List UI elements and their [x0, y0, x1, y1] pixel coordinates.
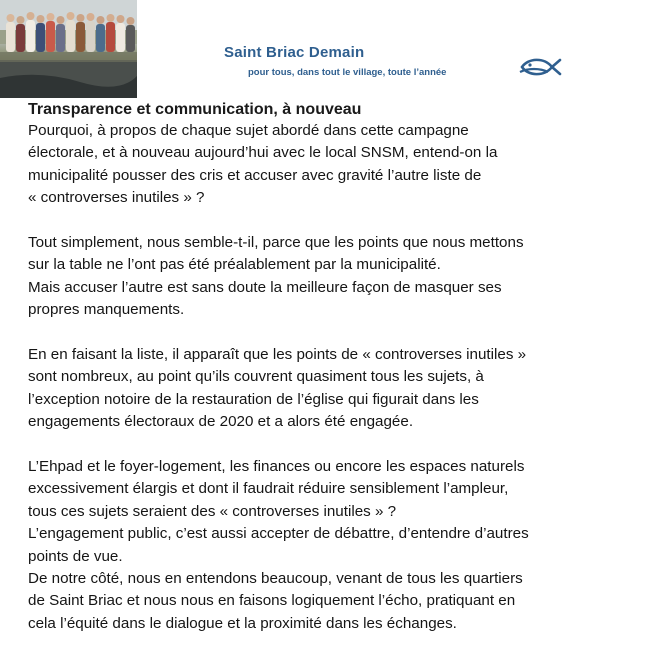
body-line: L’engagement public, c’est aussi accepter de débattre, d’entendre d’autres [28, 525, 529, 543]
body-line: sont nombreux, au point qu’ils couvrent quasiment tous les sujets, à [28, 368, 484, 386]
paragraph-gap [28, 322, 640, 344]
group-photo-icon [0, 0, 137, 98]
fish-icon [518, 55, 562, 79]
body-line: municipalité pousser des cris et accuser avec gravité l’autre liste de [28, 166, 482, 184]
paragraph-gap [28, 210, 640, 232]
body-line: « controverses inutiles » ? [28, 189, 205, 207]
group-photo [0, 0, 137, 98]
body-line: engagements électoraux de 2020 et a alors été engagée. [28, 413, 414, 431]
body-line: L’Ehpad et le foyer-logement, les finances ou encore les espaces naturels [28, 458, 525, 476]
body-line: De notre côté, nous en entendons beaucoup, venant de tous les quartiers [28, 570, 523, 588]
body-line: sur la table ne l’ont pas été préalablement par la municipalité. [28, 256, 441, 274]
body-line: propres manquements. [28, 301, 185, 319]
body-line: Tout simplement, nous semble-t-il, parce que les points que nous mettons [28, 234, 524, 252]
body-line: Mais accuser l’autre est sans doute la meilleure façon de masquer ses [28, 278, 502, 296]
article-body [28, 120, 640, 635]
brand-title: Saint Briac Demain [224, 44, 365, 61]
article-heading: Transparence et communication, à nouveau [28, 101, 362, 118]
body-line: excessivement élargis et dont il faudrait réduire sensiblement l’ampleur, [28, 480, 509, 498]
paragraph-gap [28, 434, 640, 456]
body-line: l’exception notoire de la restauration de l’église qui figurait dans les [28, 390, 479, 408]
article [28, 100, 640, 635]
body-line: points de vue. [28, 547, 123, 565]
body-line: de Saint Briac et nous nous en faisons logiquement l’écho, pratiquant en [28, 592, 516, 610]
body-line: cela l’équité dans le dialogue et la proximité dans les échanges. [28, 614, 457, 632]
body-line: Pourquoi, à propos de chaque sujet abordé dans cette campagne [28, 122, 469, 139]
body-line: tous ces sujets seraient des « controverses inutiles » ? [28, 502, 397, 520]
body-line: En en faisant la liste, il apparaît que les points de « controverses inutiles » [28, 346, 527, 364]
brand-tagline: pour tous, dans tout le village, toute l’année [248, 67, 447, 78]
body-line: électorale, et à nouveau aujourd’hui avec le local SNSM, entend-on la [28, 144, 498, 162]
